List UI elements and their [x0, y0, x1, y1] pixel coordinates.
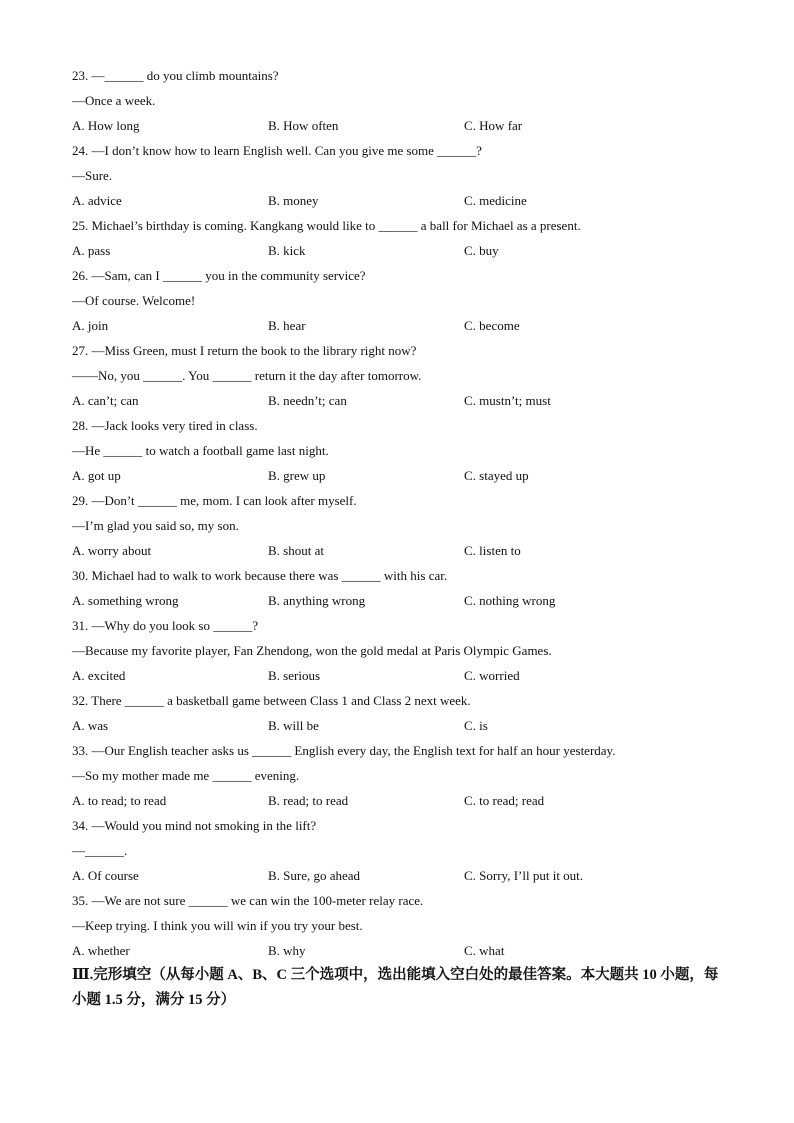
- option-a[interactable]: A. excited: [72, 668, 126, 683]
- option-a[interactable]: A. was: [72, 718, 109, 733]
- option-c[interactable]: C. How far: [464, 118, 523, 133]
- option-b[interactable]: B. money: [268, 193, 319, 208]
- question-stem: 29. —Don’t ______ me, mom. I can look after myself.: [72, 493, 357, 508]
- option-b[interactable]: B. serious: [268, 668, 320, 683]
- question-options: [72, 863, 732, 888]
- question-options: [72, 313, 732, 338]
- option-b[interactable]: B. why: [268, 943, 306, 958]
- question-stem: 33. —Our English teacher asks us ______ English every day, the English text for half an hour yesterday.: [72, 743, 616, 758]
- question-options: [72, 388, 732, 413]
- option-a[interactable]: A. join: [72, 318, 109, 333]
- question-stem: 23. —______ do you climb mountains?: [72, 68, 279, 83]
- question-reply: —I’m glad you said so, my son.: [72, 518, 239, 533]
- question-reply: —Of course. Welcome!: [72, 293, 196, 308]
- question-options: [72, 788, 732, 813]
- question-stem: 24. —I don’t know how to learn English well. Can you give me some ______?: [72, 143, 482, 158]
- question-reply: —He ______ to watch a football game last night.: [72, 443, 329, 458]
- option-a[interactable]: A. advice: [72, 193, 122, 208]
- section-heading: Ⅲ.完形填空（从每小题 A、B、C 三个选项中，选出能填入空白处的最佳答案。本大题共 10 小题，每小题 1.5 分，满分 15 分）: [72, 967, 719, 1008]
- question-stem: 30. Michael had to walk to work because there was ______ with his car.: [72, 568, 448, 583]
- option-b[interactable]: B. kick: [268, 243, 306, 258]
- question-list: [72, 63, 732, 1013]
- option-b[interactable]: B. needn’t; can: [268, 393, 347, 408]
- question-stem: 25. Michael’s birthday is coming. Kangkang would like to ______ a ball for Michael as a present.: [72, 218, 581, 233]
- option-a[interactable]: A. pass: [72, 243, 111, 258]
- question-options: [72, 538, 732, 563]
- question-reply: —______.: [72, 843, 128, 858]
- question-options: [72, 663, 732, 688]
- option-c[interactable]: C. become: [464, 318, 520, 333]
- question-stem: 26. —Sam, can I ______ you in the community service?: [72, 268, 366, 283]
- question-stem: 34. —Would you mind not smoking in the lift?: [72, 818, 317, 833]
- option-c[interactable]: C. is: [464, 718, 488, 733]
- option-b[interactable]: B. hear: [268, 318, 306, 333]
- option-b[interactable]: B. shout at: [268, 543, 324, 558]
- option-c[interactable]: C. worried: [464, 668, 520, 683]
- option-c[interactable]: C. listen to: [464, 543, 521, 558]
- option-c[interactable]: C. stayed up: [464, 468, 529, 483]
- option-b[interactable]: B. Sure, go ahead: [268, 868, 361, 883]
- option-b[interactable]: B. grew up: [268, 468, 326, 483]
- question-reply: —Sure.: [72, 168, 113, 183]
- option-b[interactable]: B. will be: [268, 718, 319, 733]
- option-a[interactable]: A. something wrong: [72, 593, 179, 608]
- question-options: [72, 113, 732, 138]
- option-a[interactable]: A. can’t; can: [72, 393, 139, 408]
- question-options: [72, 713, 732, 738]
- question-reply: ——No, you ______. You ______ return it the day after tomorrow.: [72, 368, 422, 383]
- question-options: [72, 588, 732, 613]
- option-c[interactable]: C. Sorry, I’ll put it out.: [464, 868, 584, 883]
- question-stem: 32. There ______ a basketball game between Class 1 and Class 2 next week.: [72, 693, 471, 708]
- question-stem: 27. —Miss Green, must I return the book to the library right now?: [72, 343, 417, 358]
- option-a[interactable]: A. to read; to read: [72, 793, 167, 808]
- option-b[interactable]: B. How often: [268, 118, 339, 133]
- option-c[interactable]: C. medicine: [464, 193, 527, 208]
- option-c[interactable]: C. mustn’t; must: [464, 393, 551, 408]
- question-stem: 35. —We are not sure ______ we can win the 100-meter relay race.: [72, 893, 424, 908]
- question-reply: —Because my favorite player, Fan Zhendong, won the gold medal at Paris Olympic Games.: [72, 643, 552, 658]
- question-reply: —So my mother made me ______ evening.: [72, 768, 300, 783]
- question-options: [72, 463, 732, 488]
- question-options: [72, 938, 732, 963]
- option-c[interactable]: C. nothing wrong: [464, 593, 556, 608]
- option-a[interactable]: A. whether: [72, 943, 130, 958]
- question-options: [72, 238, 732, 263]
- question-stem: 28. —Jack looks very tired in class.: [72, 418, 258, 433]
- option-a[interactable]: A. Of course: [72, 868, 139, 883]
- option-b[interactable]: B. read; to read: [268, 793, 349, 808]
- option-c[interactable]: C. what: [464, 943, 505, 958]
- option-a[interactable]: A. worry about: [72, 543, 152, 558]
- option-a[interactable]: A. got up: [72, 468, 121, 483]
- question-reply: —Once a week.: [72, 93, 156, 108]
- option-c[interactable]: C. to read; read: [464, 793, 545, 808]
- option-b[interactable]: B. anything wrong: [268, 593, 366, 608]
- option-a[interactable]: A. How long: [72, 118, 140, 133]
- question-reply: —Keep trying. I think you will win if you try your best.: [72, 918, 363, 933]
- question-options: [72, 188, 732, 213]
- question-stem: 31. —Why do you look so ______?: [72, 618, 258, 633]
- option-c[interactable]: C. buy: [464, 243, 499, 258]
